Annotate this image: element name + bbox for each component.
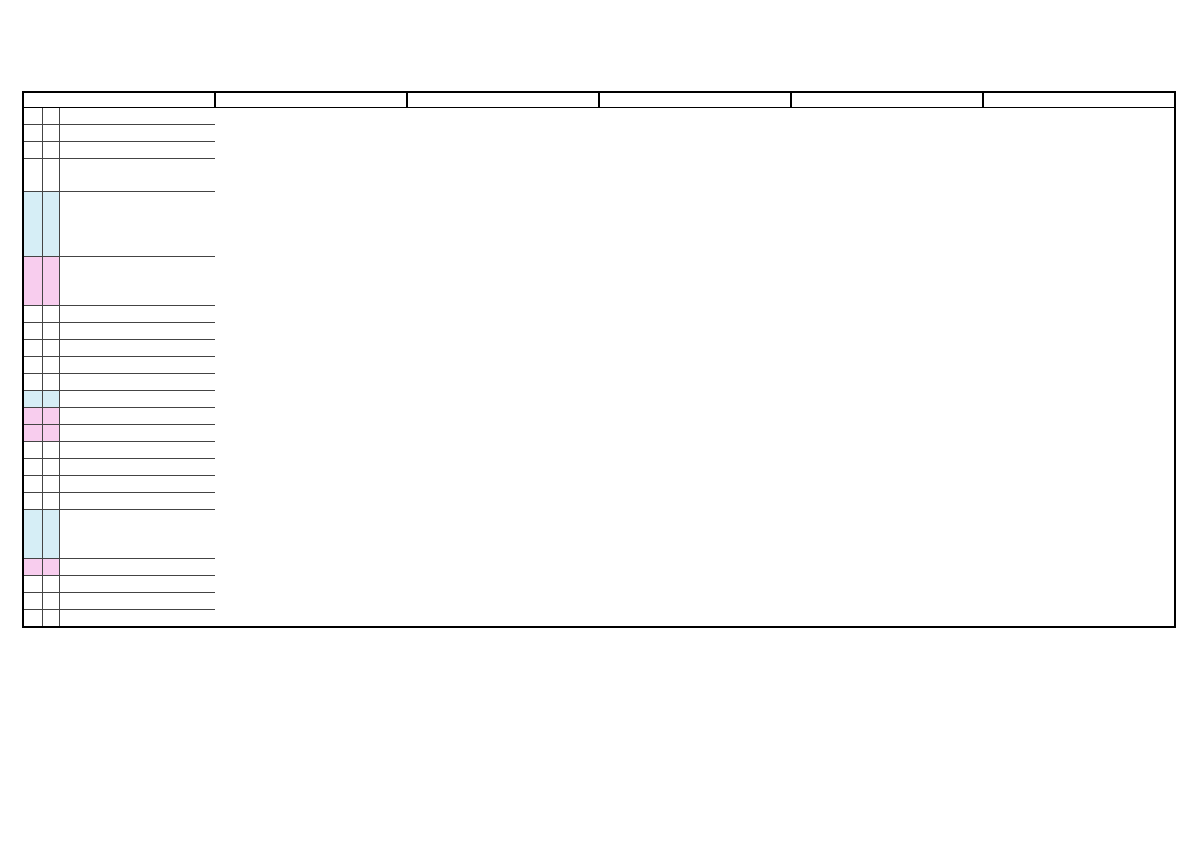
weekday [42, 493, 59, 510]
schedule-row [23, 323, 1175, 340]
weekday [42, 340, 59, 357]
day-number [23, 510, 42, 559]
schedule-row [23, 459, 1175, 476]
weekday [42, 306, 59, 323]
day-number [23, 442, 42, 459]
day-number [23, 593, 42, 610]
day-number [23, 459, 42, 476]
weekday [42, 142, 59, 159]
day-number [23, 391, 42, 408]
weekday [42, 425, 59, 442]
month-header-row [23, 92, 1175, 108]
weekday [42, 442, 59, 459]
day-events [59, 442, 215, 459]
schedule-row [23, 576, 1175, 593]
schedule-row [23, 493, 1175, 510]
day-events [59, 593, 215, 610]
day-number [23, 559, 42, 576]
day-events [59, 357, 215, 374]
event-item [61, 289, 215, 305]
schedule-row [23, 306, 1175, 323]
day-events [59, 425, 215, 442]
schedule-row [23, 559, 1175, 576]
month-header [23, 92, 215, 108]
weekday [42, 610, 59, 628]
schedule-row [23, 476, 1175, 493]
day-number [23, 408, 42, 425]
weekday [42, 374, 59, 391]
event-item [61, 257, 215, 273]
day-number [23, 257, 42, 306]
month-header [599, 92, 791, 108]
day-events [59, 257, 215, 306]
schedule-row [23, 391, 1175, 408]
event-item [61, 192, 215, 208]
event-item [61, 542, 215, 558]
weekday [42, 576, 59, 593]
event-item [61, 357, 215, 373]
event-item [61, 125, 215, 141]
weekday [42, 357, 59, 374]
month-header [407, 92, 599, 108]
weekday [42, 476, 59, 493]
day-number [23, 610, 42, 628]
event-item [61, 493, 215, 509]
event-item [61, 425, 215, 441]
day-number [23, 192, 42, 257]
day-events [59, 340, 215, 357]
event-item [61, 340, 215, 356]
day-events [59, 142, 215, 159]
day-events [59, 108, 215, 125]
schedule-row [23, 108, 1175, 125]
day-events [59, 192, 215, 257]
month-header [791, 92, 983, 108]
day-events [59, 125, 215, 142]
weekday [42, 593, 59, 610]
day-number [23, 125, 42, 142]
month-header [215, 92, 407, 108]
day-events [59, 323, 215, 340]
day-number [23, 576, 42, 593]
day-number [23, 476, 42, 493]
day-number [23, 323, 42, 340]
weekday [42, 459, 59, 476]
event-item [61, 510, 215, 526]
event-item [61, 208, 215, 224]
weekday [42, 257, 59, 306]
month-header [983, 92, 1175, 108]
day-number [23, 425, 42, 442]
day-number [23, 159, 42, 192]
day-number [23, 357, 42, 374]
schedule-row [23, 125, 1175, 142]
event-item [61, 391, 215, 407]
event-item [61, 273, 215, 289]
weekday [42, 559, 59, 576]
day-number [23, 306, 42, 323]
day-events [59, 559, 215, 576]
day-events [59, 610, 215, 628]
day-events [59, 408, 215, 425]
weekday [42, 408, 59, 425]
day-number [23, 493, 42, 510]
event-item [61, 526, 215, 542]
day-events [59, 459, 215, 476]
day-number [23, 374, 42, 391]
day-events [59, 476, 215, 493]
schedule-row [23, 425, 1175, 442]
weekday [42, 391, 59, 408]
schedule-row [23, 593, 1175, 610]
day-events [59, 374, 215, 391]
day-events [59, 306, 215, 323]
schedule-body [23, 108, 1175, 628]
day-number [23, 340, 42, 357]
event-item [61, 240, 215, 256]
weekday [42, 108, 59, 125]
schedule-row [23, 374, 1175, 391]
weekday [42, 192, 59, 257]
schedule-row [23, 357, 1175, 374]
event-item [61, 224, 215, 240]
schedule-row [23, 442, 1175, 459]
schedule-row [23, 340, 1175, 357]
schedule-row [23, 610, 1175, 628]
event-item [61, 159, 215, 175]
day-events [59, 391, 215, 408]
day-events [59, 576, 215, 593]
weekday [42, 125, 59, 142]
day-events [59, 159, 215, 192]
day-events [59, 510, 215, 559]
event-item [61, 175, 215, 191]
schedule-table [22, 91, 1176, 628]
schedule-row [23, 408, 1175, 425]
event-item [61, 408, 215, 424]
weekday [42, 510, 59, 559]
schedule-row [23, 142, 1175, 159]
day-number [23, 142, 42, 159]
weekday [42, 159, 59, 192]
day-events [59, 493, 215, 510]
weekday [42, 323, 59, 340]
day-number [23, 108, 42, 125]
event-item [61, 559, 215, 575]
